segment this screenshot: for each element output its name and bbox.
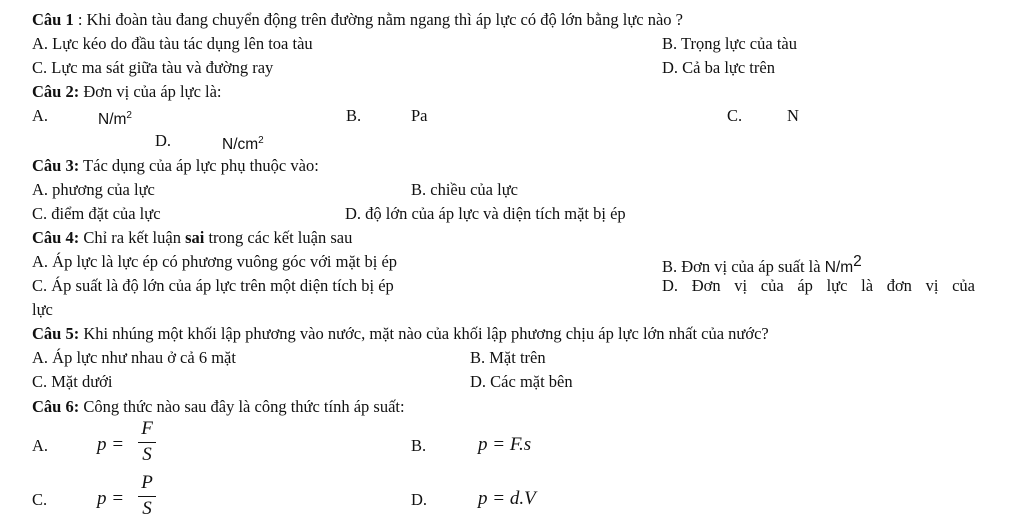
q5-option-d: D. Các mặt bên xyxy=(470,372,573,391)
question-5 xyxy=(32,324,769,344)
q5-option-c: C. Mặt dưới xyxy=(32,372,113,391)
question-4-emphasis: sai xyxy=(185,228,205,247)
q5-option-a: A. Áp lực như nhau ở cả 6 mặt xyxy=(32,348,236,367)
question-3-text: Tác dụng của áp lực phụ thuộc vào: xyxy=(79,156,319,175)
q6-option-b-letter: B. xyxy=(411,436,427,455)
q1-option-c: C. Lực ma sát giữa tàu và đường ray xyxy=(32,58,274,77)
q6-option-a-letter: A. xyxy=(32,436,49,455)
q3-option-c: C. điểm đặt của lực xyxy=(32,204,161,223)
question-5-label: Câu 5: xyxy=(32,324,80,343)
question-2-label: Câu 2: xyxy=(32,82,80,101)
q2-option-b-unit: Pa xyxy=(411,106,428,125)
question-1 xyxy=(32,10,683,30)
q6-option-c-numerator: P xyxy=(141,472,153,493)
q2-option-c-letter: C. xyxy=(727,106,743,125)
question-5-text: Khi nhúng một khối lập phương vào nước, mặt nào của khối lập phương chịu áp lực lớn nhất của nước? xyxy=(79,324,769,343)
question-6-label: Câu 6: xyxy=(32,397,80,416)
q2-option-c-unit: N xyxy=(787,106,799,125)
q5-option-b: B. Mặt trên xyxy=(470,348,546,367)
q3-option-d: D. độ lớn của áp lực và diện tích mặt bị ép xyxy=(345,204,626,223)
question-2-text: Đơn vị của áp lực là: xyxy=(79,82,222,101)
question-1-text: : Khi đoàn tàu đang chuyển động trên đường nằm ngang thì áp lực có độ lớn bằng lực nào ? xyxy=(73,10,683,29)
q6-option-c-lhs: p = xyxy=(97,488,125,509)
q4-option-b: B. Đơn vị của áp suất là $N/m^2$ xyxy=(662,253,862,276)
q4-option-d-continued: lực xyxy=(32,300,53,319)
q1-option-b: B. Trọng lực của tàu xyxy=(662,34,797,53)
q1-option-a: A. Lực kéo do đầu tàu tác dụng lên toa tàu xyxy=(32,34,313,53)
question-2 xyxy=(32,82,222,102)
q6-option-c-fraction xyxy=(137,472,157,522)
q6-option-a-denominator: S xyxy=(142,444,152,465)
q6-option-d-formula: p = d.V xyxy=(478,488,536,509)
q6-option-d-letter: D. xyxy=(411,490,428,509)
q6-option-a-fraction xyxy=(137,418,157,468)
q4-option-c: C. Áp suất là độ lớn của áp lực trên một diện tích bị ép xyxy=(32,276,394,295)
question-4: Câu 4: Chỉ ra kết luận sai trong các kết luận sau xyxy=(32,228,353,247)
fraction-bar xyxy=(138,442,156,443)
question-4-label: Câu 4: xyxy=(32,228,80,247)
question-6 xyxy=(32,397,405,417)
q6-option-c-letter: C. xyxy=(32,490,48,509)
q2-option-d-unit: $N/cm^2$ xyxy=(222,135,264,153)
q3-option-a: A. phương của lực xyxy=(32,180,155,199)
q4-option-a: A. Áp lực là lực ép có phương vuông góc với mặt bị ép xyxy=(32,252,398,271)
q6-option-a-numerator: F xyxy=(141,418,153,439)
question-3-label: Câu 3: xyxy=(32,156,80,175)
q4-option-d: D. Đơn vị của áp lực là đơn vị của xyxy=(662,276,975,295)
q3-option-b: B. chiều của lực xyxy=(411,180,518,199)
fraction-bar xyxy=(138,496,156,497)
q2-option-a-letter: A. xyxy=(32,106,49,125)
q6-option-c-denominator: S xyxy=(142,498,152,519)
question-6-text: Công thức nào sau đây là công thức tính áp suất: xyxy=(79,397,405,416)
q6-option-a-lhs: p = xyxy=(97,434,125,455)
q2-option-b-letter: B. xyxy=(346,106,362,125)
question-3 xyxy=(32,156,319,176)
q6-option-b-formula: p = F.s xyxy=(478,434,532,455)
q2-option-d-letter: D. xyxy=(155,131,172,150)
q1-option-d: D. Cả ba lực trên xyxy=(662,58,775,77)
q2-option-a-unit: $N/m^2$ xyxy=(98,110,132,128)
question-1-label: Câu 1 xyxy=(32,10,74,29)
